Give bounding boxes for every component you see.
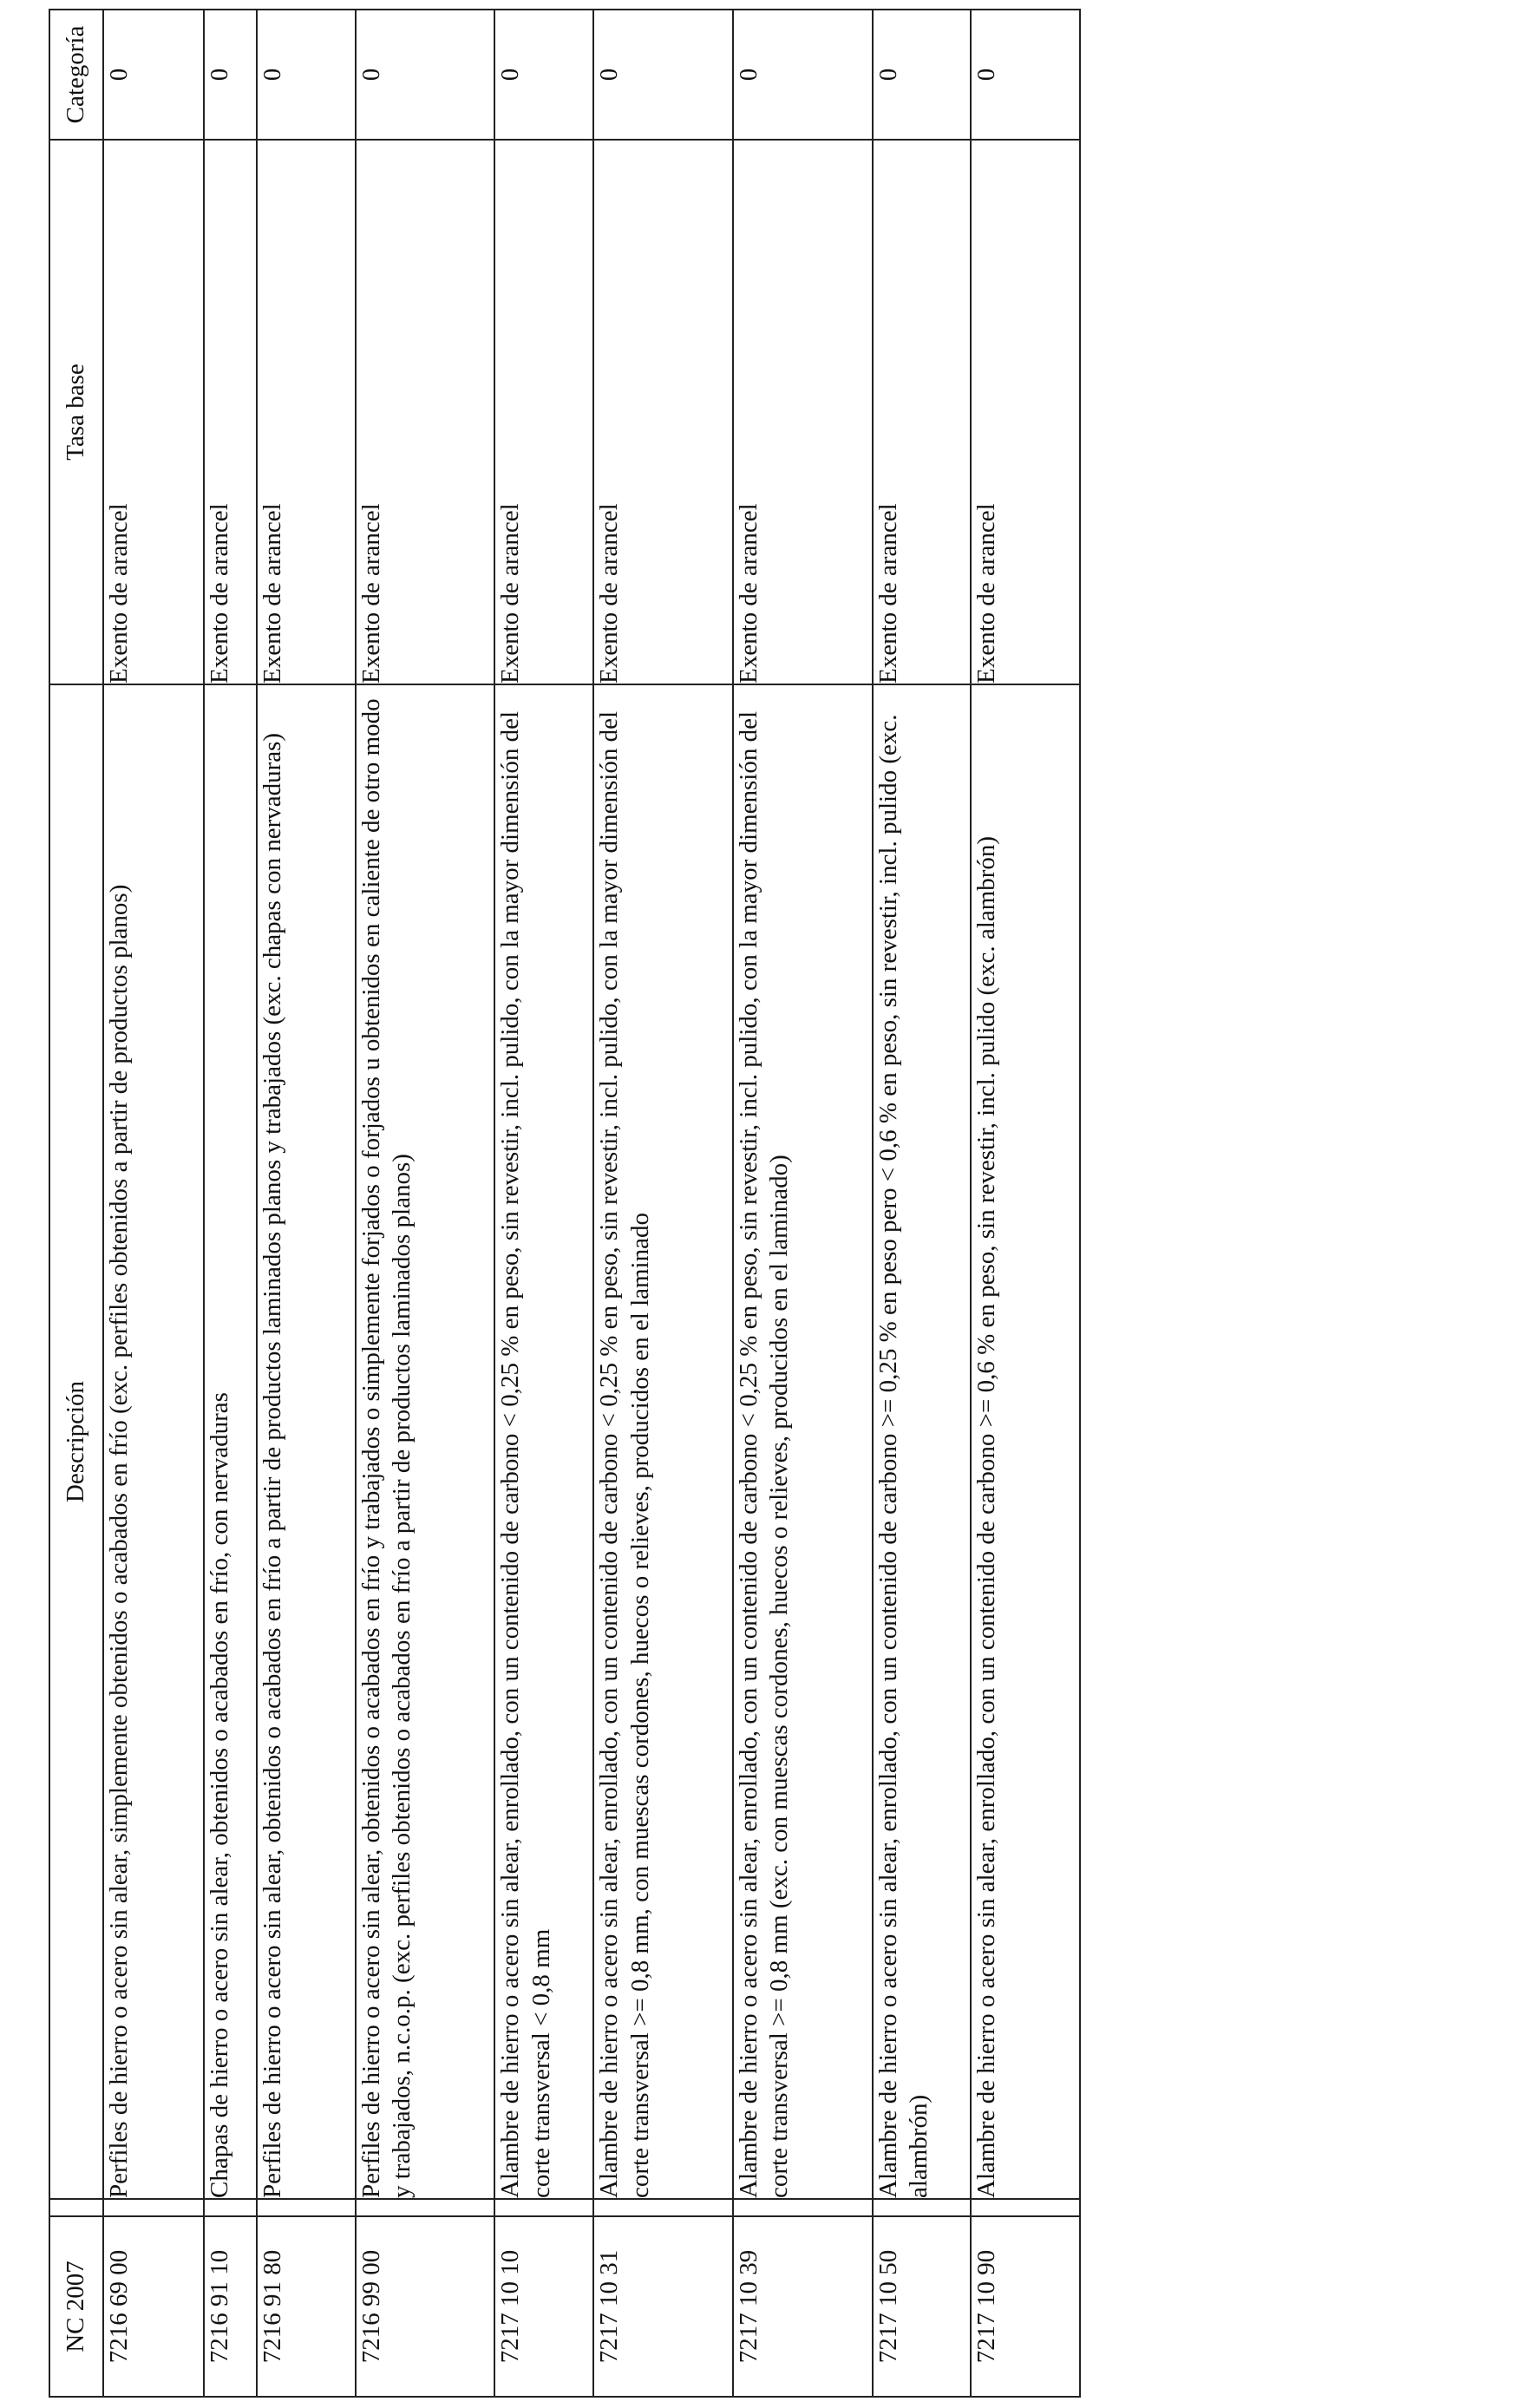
row-description: Chapas de hierro o acero sin alear, obtenidos o acabados en frío, con nervaduras	[204, 684, 257, 2199]
row-code: 7216 91 80	[257, 2216, 356, 2397]
row-description: Perfiles de hierro o acero sin alear, simplemente obtenidos o acabados en frío (exc. perfiles obtenidos a partir de productos planos)	[103, 684, 204, 2199]
row-code: 7216 69 00	[103, 2216, 204, 2397]
row-rate: Exento de arancel	[593, 140, 733, 684]
row-blank	[733, 2199, 873, 2216]
row-description: Perfiles de hierro o acero sin alear, obtenidos o acabados en frío y trabajados o simplemente forjados o forjados u obtenidos en caliente de otro modo y trabajados, n.c.o.p. (exc. perfiles obtenidos o acabados en frío a partir de productos laminados planos)	[356, 684, 495, 2199]
table-row	[733, 10, 873, 2397]
table-row	[593, 10, 733, 2397]
row-category: 0	[356, 10, 495, 140]
row-description: Alambre de hierro o acero sin alear, enrollado, con un contenido de carbono < 0,25 % en peso, sin revestir, incl. pulido, con la mayor dimensión del corte transversal < 0,8 mm	[494, 684, 593, 2199]
row-code: 7217 10 50	[873, 2216, 972, 2397]
table-row	[257, 10, 356, 2397]
table-row	[356, 10, 495, 2397]
row-category: 0	[204, 10, 257, 140]
table-row	[103, 10, 204, 2397]
table-row	[204, 10, 257, 2397]
row-code: 7216 99 00	[356, 2216, 495, 2397]
header-blank	[49, 2199, 103, 2216]
table-row	[873, 10, 972, 2397]
row-code: 7217 10 31	[593, 2216, 733, 2397]
row-rate: Exento de arancel	[204, 140, 257, 684]
row-category: 0	[593, 10, 733, 140]
row-code: 7217 10 90	[971, 2216, 1080, 2397]
row-category: 0	[257, 10, 356, 140]
table-header	[49, 10, 103, 2397]
row-blank	[971, 2199, 1080, 2216]
row-blank	[204, 2199, 257, 2216]
header-rate: Tasa base	[49, 140, 103, 684]
row-rate: Exento de arancel	[103, 140, 204, 684]
row-code: 7217 10 10	[494, 2216, 593, 2397]
header-category: Categoría	[49, 10, 103, 140]
header-code: NC 2007	[49, 2216, 103, 2397]
row-description: Alambre de hierro o acero sin alear, enrollado, con un contenido de carbono >= 0,6 % en peso, sin revestir, incl. pulido (exc. alambrón)	[971, 684, 1080, 2199]
row-blank	[356, 2199, 495, 2216]
row-code: 7217 10 39	[733, 2216, 873, 2397]
row-category: 0	[103, 10, 204, 140]
row-code: 7216 91 10	[204, 2216, 257, 2397]
row-category: 0	[494, 10, 593, 140]
row-rate: Exento de arancel	[873, 140, 972, 684]
row-rate: Exento de arancel	[356, 140, 495, 684]
row-rate: Exento de arancel	[733, 140, 873, 684]
row-category: 0	[733, 10, 873, 140]
row-description: Perfiles de hierro o acero sin alear, obtenidos o acabados en frío a partir de productos laminados planos y trabajados (exc. chapas con nervaduras)	[257, 684, 356, 2199]
table-row	[494, 10, 593, 2397]
row-rate: Exento de arancel	[257, 140, 356, 684]
row-description: Alambre de hierro o acero sin alear, enrollado, con un contenido de carbono < 0,25 % en peso, sin revestir, incl. pulido, con la mayor dimensión del corte transversal >= 0,8 mm (exc. con muescas cordones, huecos o relieves, producidos en el laminado)	[733, 684, 873, 2199]
row-blank	[873, 2199, 972, 2216]
table-body	[103, 10, 1080, 2397]
header-row	[49, 10, 103, 2397]
row-blank	[593, 2199, 733, 2216]
row-category: 0	[873, 10, 972, 140]
row-description: Alambre de hierro o acero sin alear, enrollado, con un contenido de carbono >= 0,25 % en peso pero < 0,6 % en peso, sin revestir, incl. pulido (exc. alambrón)	[873, 684, 972, 2199]
table-row	[971, 10, 1080, 2397]
row-blank	[494, 2199, 593, 2216]
row-description: Alambre de hierro o acero sin alear, enrollado, con un contenido de carbono < 0,25 % en peso, sin revestir, incl. pulido, con la mayor dimensión del corte transversal >= 0,8 mm, con muescas cordones, huecos o relieves, producidos en el laminado	[593, 684, 733, 2199]
row-category: 0	[971, 10, 1080, 140]
row-rate: Exento de arancel	[494, 140, 593, 684]
row-blank	[103, 2199, 204, 2216]
tariff-table	[49, 9, 1081, 2398]
row-blank	[257, 2199, 356, 2216]
header-description: Descripción	[49, 684, 103, 2199]
rotated-table-page	[49, 10, 1081, 2398]
row-rate: Exento de arancel	[971, 140, 1080, 684]
